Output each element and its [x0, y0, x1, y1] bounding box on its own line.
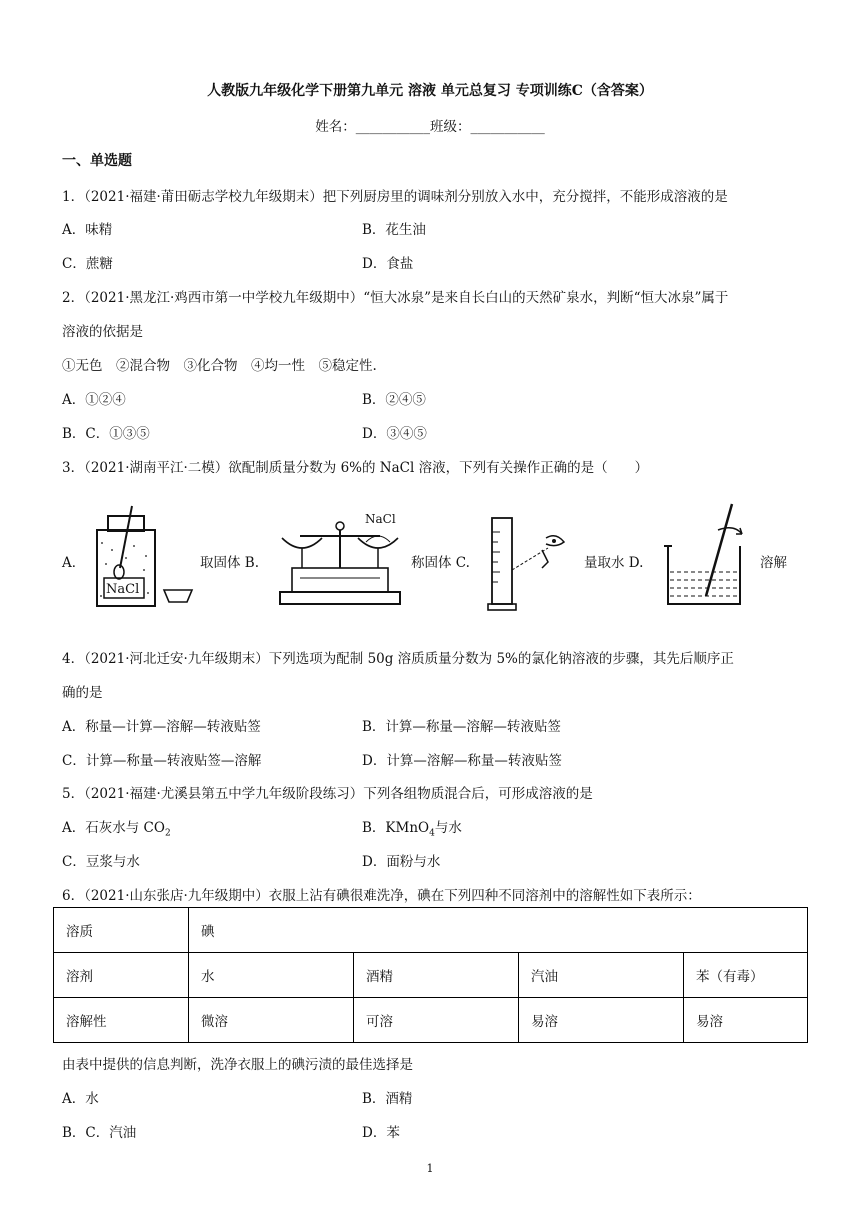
- table-cell: 可溶: [354, 998, 519, 1043]
- question-5-stem: 5．（2021·福建·尤溪县第五中学九年级阶段练习）下列各组物质混合后，可形成溶液的是: [62, 786, 593, 802]
- q4-option-b: B．计算—称量—溶解—转液贴签: [362, 719, 561, 735]
- table-row: [54, 953, 808, 998]
- question-6-stem: 6．（2021·山东张店·九年级期中）衣服上沾有碘很难洗净，碘在下列四种不同溶剂中的溶解性如下表所示：: [62, 888, 701, 904]
- q5-option-b-subscript: 4: [429, 828, 435, 839]
- question-2-items: ①无色 ②混合物 ③化合物 ④均一性 ⑤稳定性.: [62, 358, 377, 374]
- table-row: [54, 908, 808, 953]
- table-cell: 苯（有毒）: [684, 953, 808, 998]
- table-cell: 酒精: [354, 953, 519, 998]
- table-cell: 微溶: [189, 998, 354, 1043]
- q1-option-a: A．味精: [62, 222, 113, 238]
- q1-option-d: D．食盐: [362, 256, 414, 272]
- table-cell: 溶剂: [54, 953, 189, 998]
- q5-option-a-subscript: 2: [164, 828, 171, 839]
- question-4-stem-line2: 确的是: [62, 685, 103, 701]
- q3-option-b-text: 称固体 C.: [411, 555, 470, 571]
- q4-option-a: A．称量—计算—溶解—转液贴签: [62, 719, 261, 735]
- q2-option-a: A．①②④: [62, 392, 126, 408]
- table-cell: 水: [189, 953, 354, 998]
- q6-option-b: B．酒精: [362, 1091, 413, 1107]
- q5-option-b-text: B．KMnO: [362, 820, 430, 836]
- q6-option-c: B．C．汽油: [62, 1125, 137, 1141]
- table-cell: 溶解性: [54, 998, 189, 1043]
- q4-option-c: C．计算—称量—转液贴签—溶解: [62, 753, 262, 769]
- reagent-bottle-illustration: [84, 498, 200, 610]
- table-cell: 汽油: [519, 953, 684, 998]
- q3-option-a-text: 取固体 B.: [200, 555, 260, 571]
- q4-option-d: D．计算—溶解—称量—转液贴签: [362, 753, 562, 769]
- q1-option-b: B．花生油: [362, 222, 426, 238]
- beaker-stirring-illustration: [662, 500, 752, 612]
- name-class-line: 姓名：___________班级：___________: [315, 119, 545, 135]
- q2-option-b: B．②④⑤: [362, 392, 426, 408]
- q5-option-a: [62, 816, 171, 839]
- question-2-stem-line1: 2．（2021·黑龙江·鸡西市第一中学校九年级期中）“恒大冰泉”是来自长白山的天然矿泉水，判断“恒大冰泉”属于: [62, 290, 729, 306]
- question-3-stem: 3．（2021·湖南平江·二模）欲配制质量分数为 6%的 NaCl 溶液，下列有关操作正确的是（ ）: [62, 460, 649, 476]
- q3-option-d-text: 溶解: [760, 555, 787, 571]
- bottle-label: NaCl: [106, 582, 140, 597]
- table-cell: 溶质: [54, 908, 189, 953]
- q5-option-d: D．面粉与水: [362, 854, 441, 870]
- q6-option-a: A．水: [62, 1091, 99, 1107]
- section-heading: 一、单选题: [62, 153, 132, 169]
- q5-option-b-suffix: 与水: [434, 820, 462, 836]
- q2-option-d: D．③④⑤: [362, 426, 427, 442]
- graduated-cylinder-illustration: [486, 512, 581, 612]
- table-cell: 碘: [189, 908, 808, 953]
- page-title: 人教版九年级化学下册第九单元 溶液 单元总复习 专项训练C（含答案）: [207, 83, 653, 99]
- q6-option-d: D．苯: [362, 1125, 400, 1141]
- q3-option-a-label: A．: [62, 555, 86, 571]
- q2-option-c: B．C．①③⑤: [62, 426, 150, 442]
- page-number: 1: [426, 1162, 434, 1175]
- q5-option-b: [362, 816, 462, 839]
- table-cell: 易溶: [684, 998, 808, 1043]
- q3-option-c-text: 量取水 D.: [584, 555, 644, 571]
- table-row: [54, 998, 808, 1043]
- solubility-table: [53, 907, 808, 1043]
- q5-option-c: C．豆浆与水: [62, 854, 140, 870]
- table-cell: 易溶: [519, 998, 684, 1043]
- question-2-stem-line2: 溶液的依据是: [62, 324, 143, 340]
- question-6-followup: 由表中提供的信息判断，洗净衣服上的碘污渍的最佳选择是: [62, 1057, 413, 1073]
- q5-option-a-text: A．石灰水与 CO: [62, 820, 165, 836]
- question-1-stem: 1．（2021·福建·莆田砺志学校九年级期末）把下列厨房里的调味剂分别放入水中，充分搅拌，不能形成溶液的是: [62, 189, 728, 205]
- q1-option-c: C．蔗糖: [62, 256, 113, 272]
- balance-nacl-label: NaCl: [365, 512, 396, 526]
- question-4-stem-line1: 4．（2021·河北迁安·九年级期末）下列选项为配制 50g 溶质质量分数为 5%的氯化钠溶液的步骤，其先后顺序正: [62, 651, 734, 667]
